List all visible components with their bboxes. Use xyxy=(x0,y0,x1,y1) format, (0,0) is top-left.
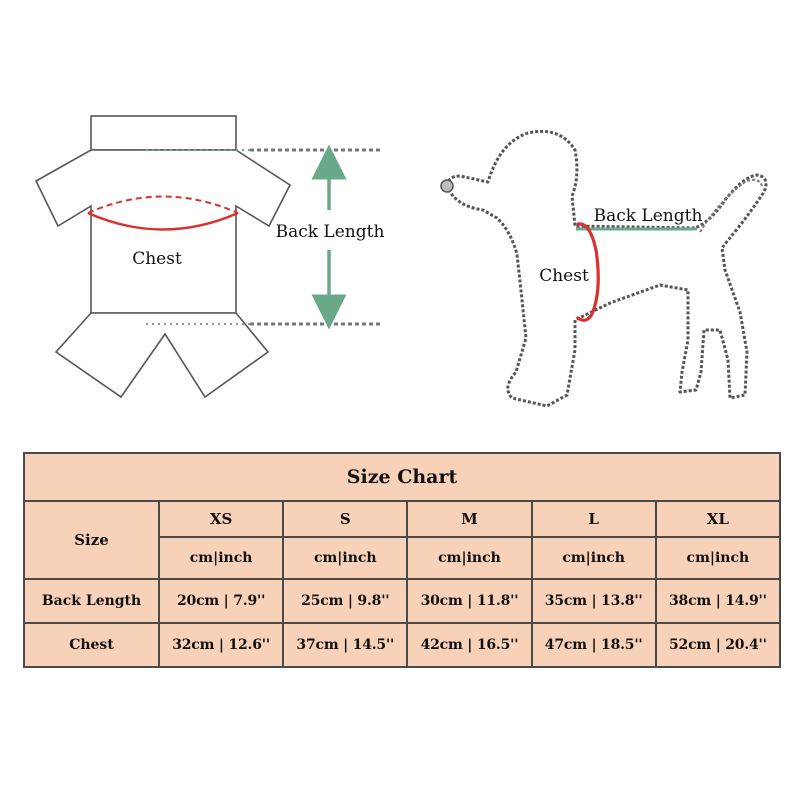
back-length-xl: 38cm | 14.9'' xyxy=(656,579,780,623)
unit-label-xs: cm|inch xyxy=(159,537,283,579)
dog-outline xyxy=(447,131,766,406)
unit-label-m: cm|inch xyxy=(407,537,531,579)
row-label-back-length: Back Length xyxy=(24,579,159,623)
size-chart-title-row xyxy=(24,453,780,501)
size-m-header: M xyxy=(407,501,531,537)
size-xl-header: XL xyxy=(656,501,780,537)
unit-label-xl: cm|inch xyxy=(656,537,780,579)
dog-back-length-label: Back Length xyxy=(593,206,703,226)
size-chart-title: Size Chart xyxy=(24,453,780,501)
chest-xl: 52cm | 20.4'' xyxy=(656,623,780,667)
size-chart-table xyxy=(23,452,781,668)
chest-l: 47cm | 18.5'' xyxy=(532,623,656,667)
size-xs-header: XS xyxy=(159,501,283,537)
unit-label-s: cm|inch xyxy=(283,537,407,579)
garment-diagram xyxy=(36,116,384,397)
row-label-chest: Chest xyxy=(24,623,159,667)
size-header-row xyxy=(24,501,780,537)
back-length-m: 30cm | 11.8'' xyxy=(407,579,531,623)
size-s-header: S xyxy=(283,501,407,537)
garment-back-length-label: Back Length xyxy=(275,222,385,242)
back-length-xs: 20cm | 7.9'' xyxy=(159,579,283,623)
unit-label-l: cm|inch xyxy=(532,537,656,579)
dog-chest-label: Chest xyxy=(539,266,589,286)
back-length-s: 25cm | 9.8'' xyxy=(283,579,407,623)
size-header: Size xyxy=(24,501,159,579)
chest-m: 42cm | 16.5'' xyxy=(407,623,531,667)
size-l-header: L xyxy=(532,501,656,537)
chest-s: 37cm | 14.5'' xyxy=(283,623,407,667)
chest-xs: 32cm | 12.6'' xyxy=(159,623,283,667)
back-length-l: 35cm | 13.8'' xyxy=(532,579,656,623)
table-row-chest xyxy=(24,623,780,667)
dog-diagram xyxy=(441,131,766,406)
table-row-back-length xyxy=(24,579,780,623)
dog-nose xyxy=(441,180,453,192)
garment-chest-label: Chest xyxy=(132,249,182,269)
